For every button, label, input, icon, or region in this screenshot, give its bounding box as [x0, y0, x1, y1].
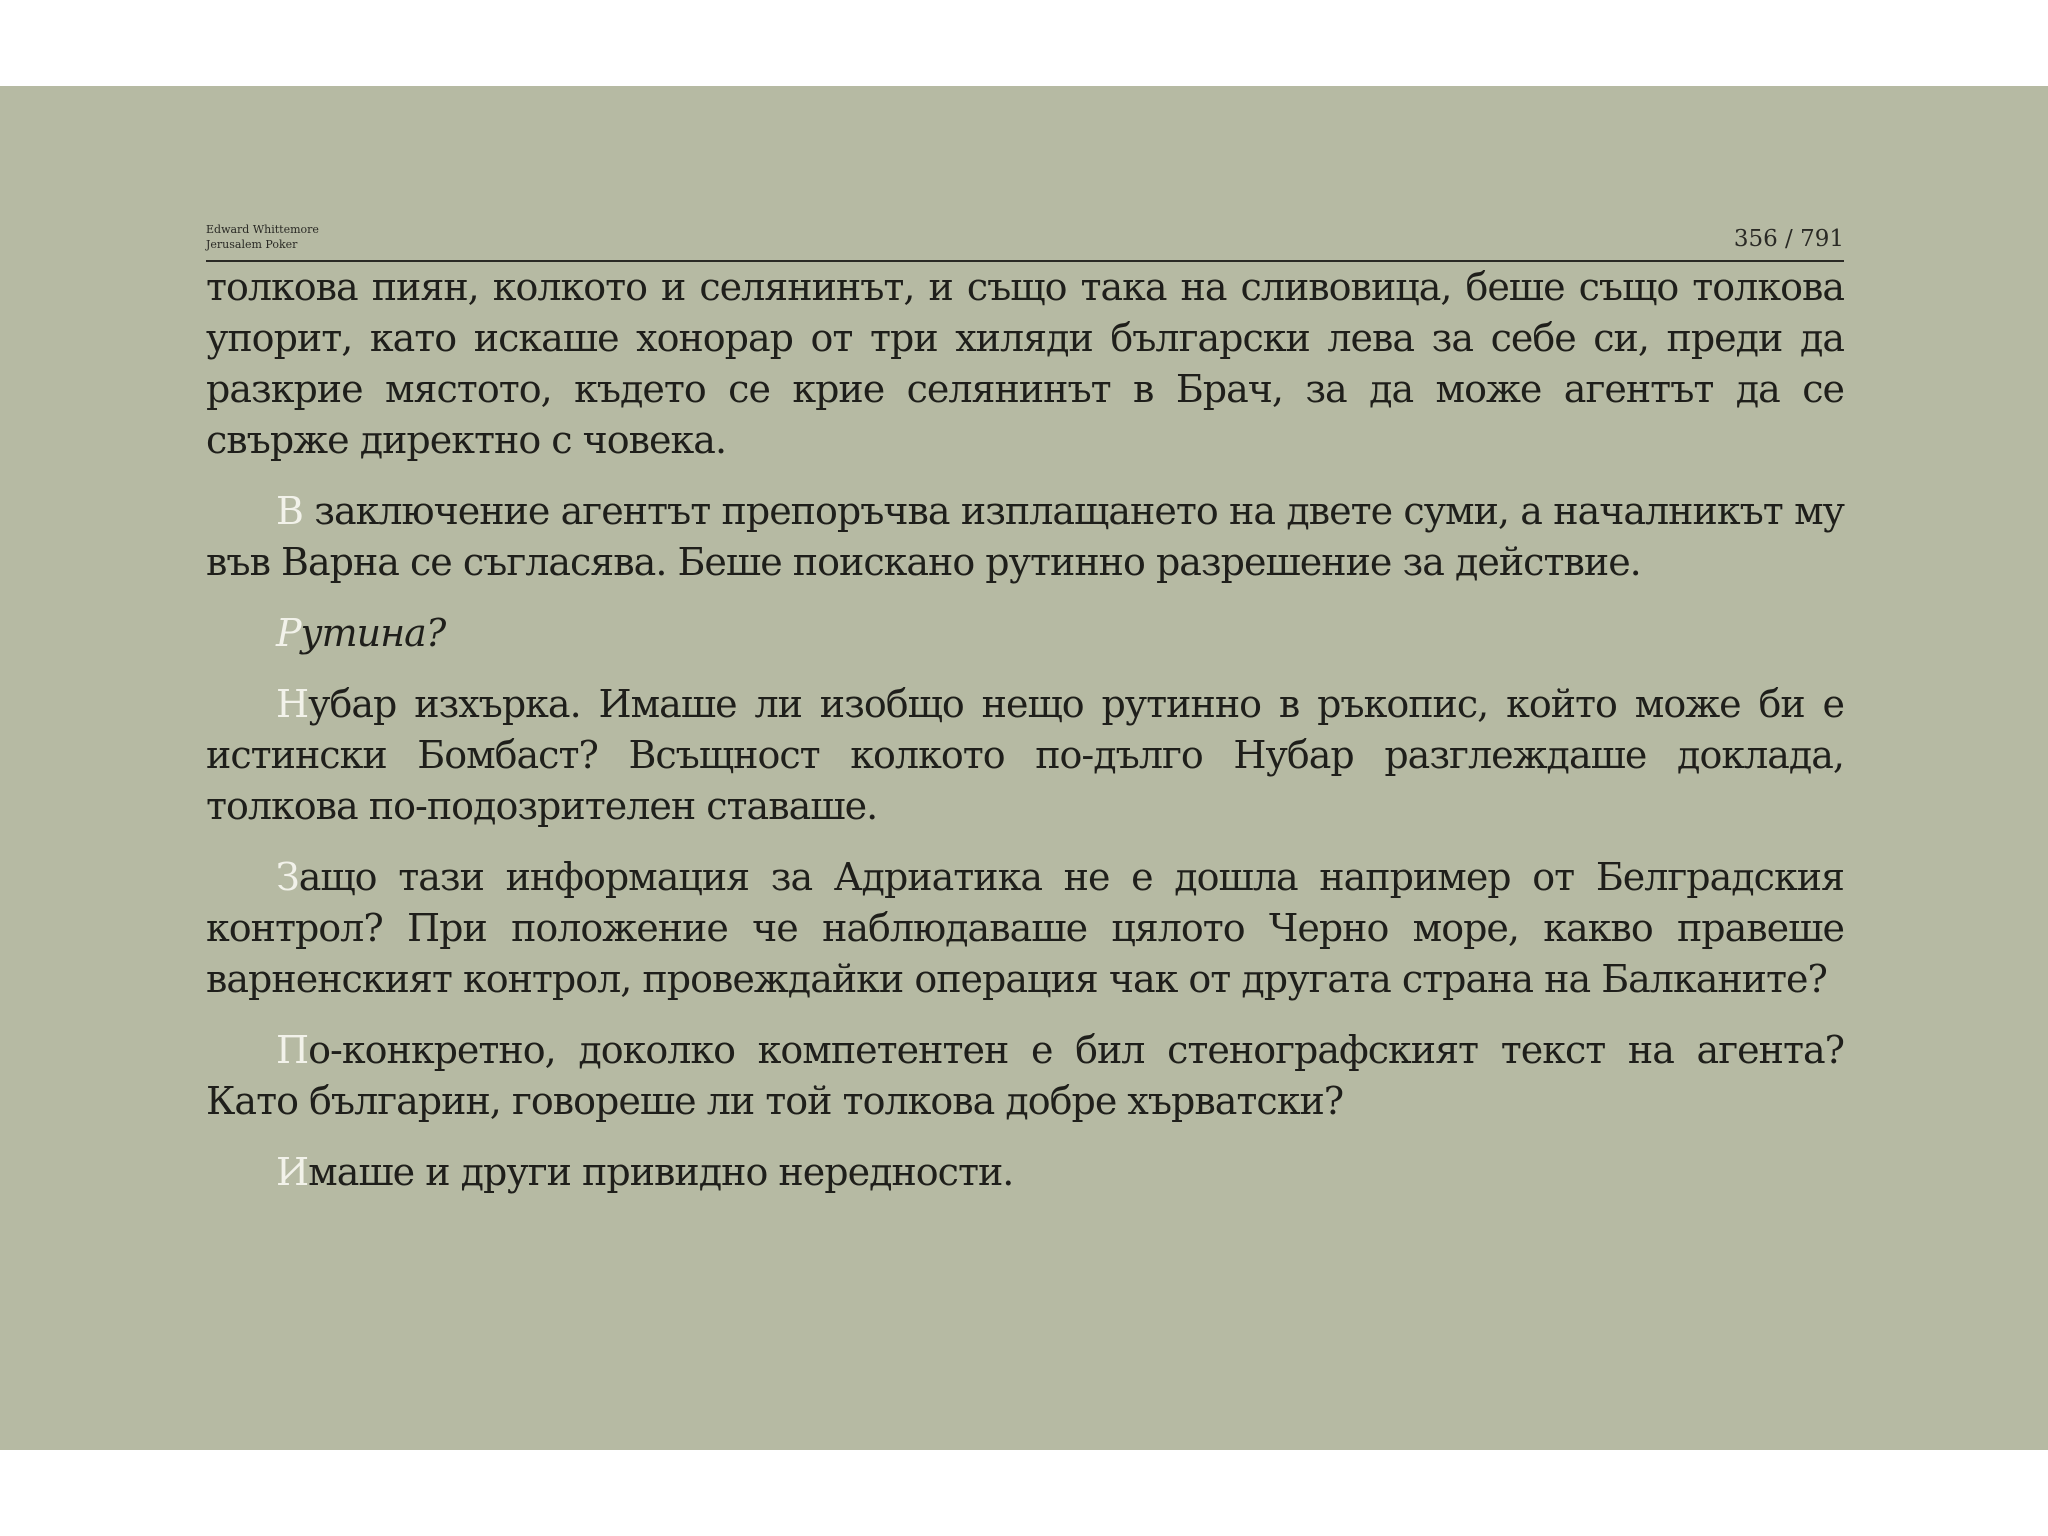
book-meta — [206, 222, 319, 252]
drop-cap: В — [276, 489, 303, 533]
paragraph-text: толкова пиян, колкото и селянинът, и също така на сливовица, беше също толкова упорит, като искаше хонорар от три хиляди български лева за себе си, преди да разкрие мястото, където се крие селянинът в Брач, за да може агентът да се свърже директно с човека. — [206, 265, 1844, 462]
book-title: Jerusalem Poker — [206, 238, 298, 251]
page-header — [206, 136, 1844, 262]
paragraph-text: маше и други привидно нередности. — [308, 1150, 1014, 1194]
paragraph-text: утина? — [300, 611, 446, 655]
paragraph-text: заключение агентът препоръчва изплащането на двете суми, а началникът му във Варна се съгласява. Беше поискано рутинно разрешение за действие. — [206, 489, 1844, 584]
page-indicator: 356 / 791 — [1733, 226, 1844, 252]
paragraph — [206, 679, 1844, 832]
paragraph-text: убар изхърка. Имаше ли изобщо нещо рутинно в ръкопис, който може би е истински Бомбаст? Всъщност колкото по-дълго Нубар разглеждаше доклада, толкова по-подозрителен ставаше. — [206, 682, 1844, 828]
paragraph — [206, 1147, 1844, 1198]
drop-cap: П — [276, 1028, 309, 1072]
paragraph — [206, 486, 1844, 588]
paragraph-text: ащо тази информация за Адриатика не е дошла например от Белградския контрол? При положение че наблюдаваше цялото Черно море, какво правеше варненският контрол, провеждайки операция чак от другата страна на Балканите? — [206, 855, 1844, 1001]
drop-cap: З — [276, 855, 299, 899]
paragraph — [206, 608, 1844, 659]
paragraph — [206, 262, 1844, 466]
author-name: Edward Whittemore — [206, 223, 319, 236]
drop-cap: И — [276, 1150, 309, 1194]
paragraph — [206, 1025, 1844, 1127]
drop-cap: Р — [276, 611, 301, 655]
paragraph-text: о-конкретно, доколко компетентен е бил стенографският текст на агента? Като българин, говореше ли той толкова добре хърватски? — [206, 1028, 1844, 1123]
drop-cap: Н — [276, 682, 309, 726]
page-body[interactable] — [206, 262, 1844, 1218]
paragraph — [206, 852, 1844, 1005]
